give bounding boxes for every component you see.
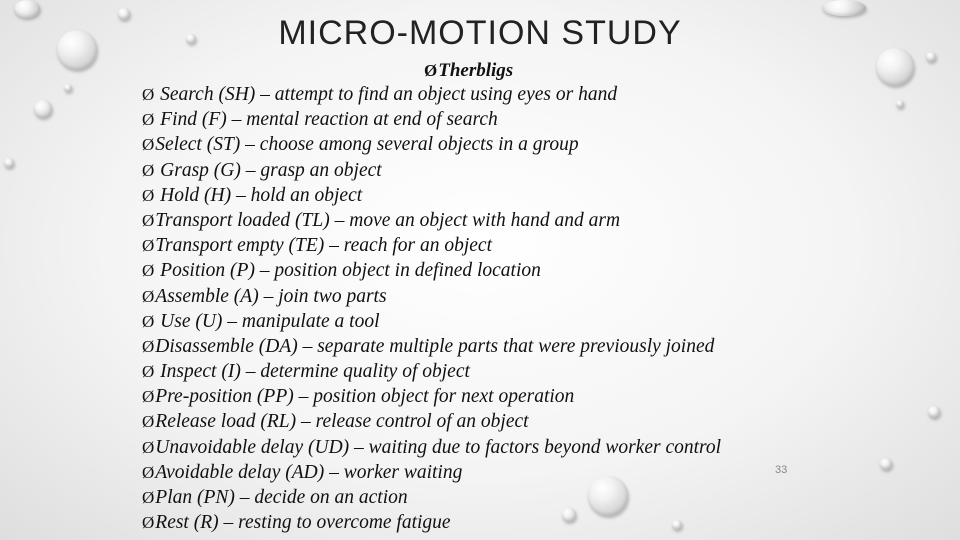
list-item-text: Rest (R) – resting to overcome fatigue [155, 512, 451, 534]
arrow-bullet-icon: Ø [142, 488, 155, 507]
list-item-text: Avoidable delay (AD) – worker waiting [155, 461, 463, 483]
water-drop-decoration [926, 52, 936, 62]
arrow-bullet-icon: Ø [142, 437, 155, 457]
list-item [142, 411, 721, 436]
slide-subtitle [424, 60, 513, 82]
therblig-list [142, 84, 721, 537]
list-item-text: Position (P) – position object in defined location [155, 260, 541, 282]
list-item-text: Transport loaded (TL) – move an object with hand and arm [155, 209, 621, 231]
arrow-bullet-icon: Ø [142, 236, 155, 256]
water-drop-decoration [880, 458, 892, 470]
arrow-bullet-icon: Ø [142, 85, 155, 104]
list-item [142, 336, 721, 361]
arrow-bullet-icon: Ø [142, 261, 155, 281]
list-item-text: Grasp (G) – grasp an object [155, 159, 382, 181]
arrow-bullet-icon: Ø [142, 362, 155, 382]
list-item [142, 160, 721, 185]
subtitle-text: Therbligs [438, 60, 514, 81]
arrow-bullet-icon: Ø [142, 160, 155, 180]
arrow-bullet-icon: Ø [142, 412, 155, 432]
list-item [142, 437, 721, 462]
arrow-bullet-icon: Ø [142, 286, 155, 306]
water-drop-decoration [896, 100, 904, 108]
slide-title: MICRO-MOTION STUDY [278, 14, 682, 52]
list-item [142, 487, 721, 512]
arrow-bullet-icon: Ø [142, 210, 155, 230]
water-drop-decoration [64, 84, 72, 92]
list-item [142, 361, 721, 386]
list-item-text: Release load (RL) – release control of an object [155, 411, 529, 433]
arrow-bullet-icon: Ø [142, 513, 155, 533]
arrow-bullet-icon: Ø [142, 110, 155, 130]
arrow-bullet-icon: Ø [142, 185, 155, 205]
list-item [142, 84, 721, 109]
arrow-bullet-icon: Ø [142, 387, 155, 407]
list-item-text: Pre-position (PP) – position object for next operation [155, 386, 575, 408]
list-item-text: Find (F) – mental reaction at end of search [155, 109, 498, 131]
list-item-text: Transport empty (TE) – reach for an object [155, 235, 492, 257]
arrow-bullet-icon: Ø [142, 462, 155, 482]
list-item-text: Disassemble (DA) – separate multiple parts that were previously joined [155, 335, 715, 357]
list-item [142, 260, 721, 285]
page-number: 33 [775, 464, 788, 476]
list-item [142, 235, 721, 260]
list-item-text: Inspect (I) – determine quality of object [155, 361, 470, 383]
list-item-text: Unavoidable delay (UD) – waiting due to factors beyond worker control [155, 436, 722, 458]
list-item [142, 134, 721, 159]
arrow-bullet-icon: Ø [142, 135, 155, 155]
list-item [142, 311, 721, 336]
list-item [142, 210, 721, 235]
water-drop-decoration [34, 100, 52, 118]
water-drop-decoration [876, 48, 914, 86]
list-item-text: Search (SH) – attempt to find an object using eyes or hand [155, 84, 618, 105]
list-item [142, 386, 721, 411]
list-item-text: Select (ST) – choose among several objects in a group [155, 134, 579, 156]
arrow-bullet-icon: Ø [424, 61, 438, 80]
list-item-text: Plan (PN) – decide on an action [155, 487, 408, 508]
list-item-text: Use (U) – manipulate a tool [155, 310, 380, 332]
list-item-text: Assemble (A) – join two parts [155, 285, 387, 307]
list-item-text: Hold (H) – hold an object [155, 184, 363, 206]
water-drop-decoration [4, 158, 14, 168]
list-item [142, 462, 721, 487]
list-item [142, 286, 721, 311]
list-item [142, 512, 721, 537]
water-drop-decoration [928, 406, 940, 418]
list-item [142, 185, 721, 210]
arrow-bullet-icon: Ø [142, 311, 155, 331]
arrow-bullet-icon: Ø [142, 336, 155, 356]
list-item [142, 109, 721, 134]
